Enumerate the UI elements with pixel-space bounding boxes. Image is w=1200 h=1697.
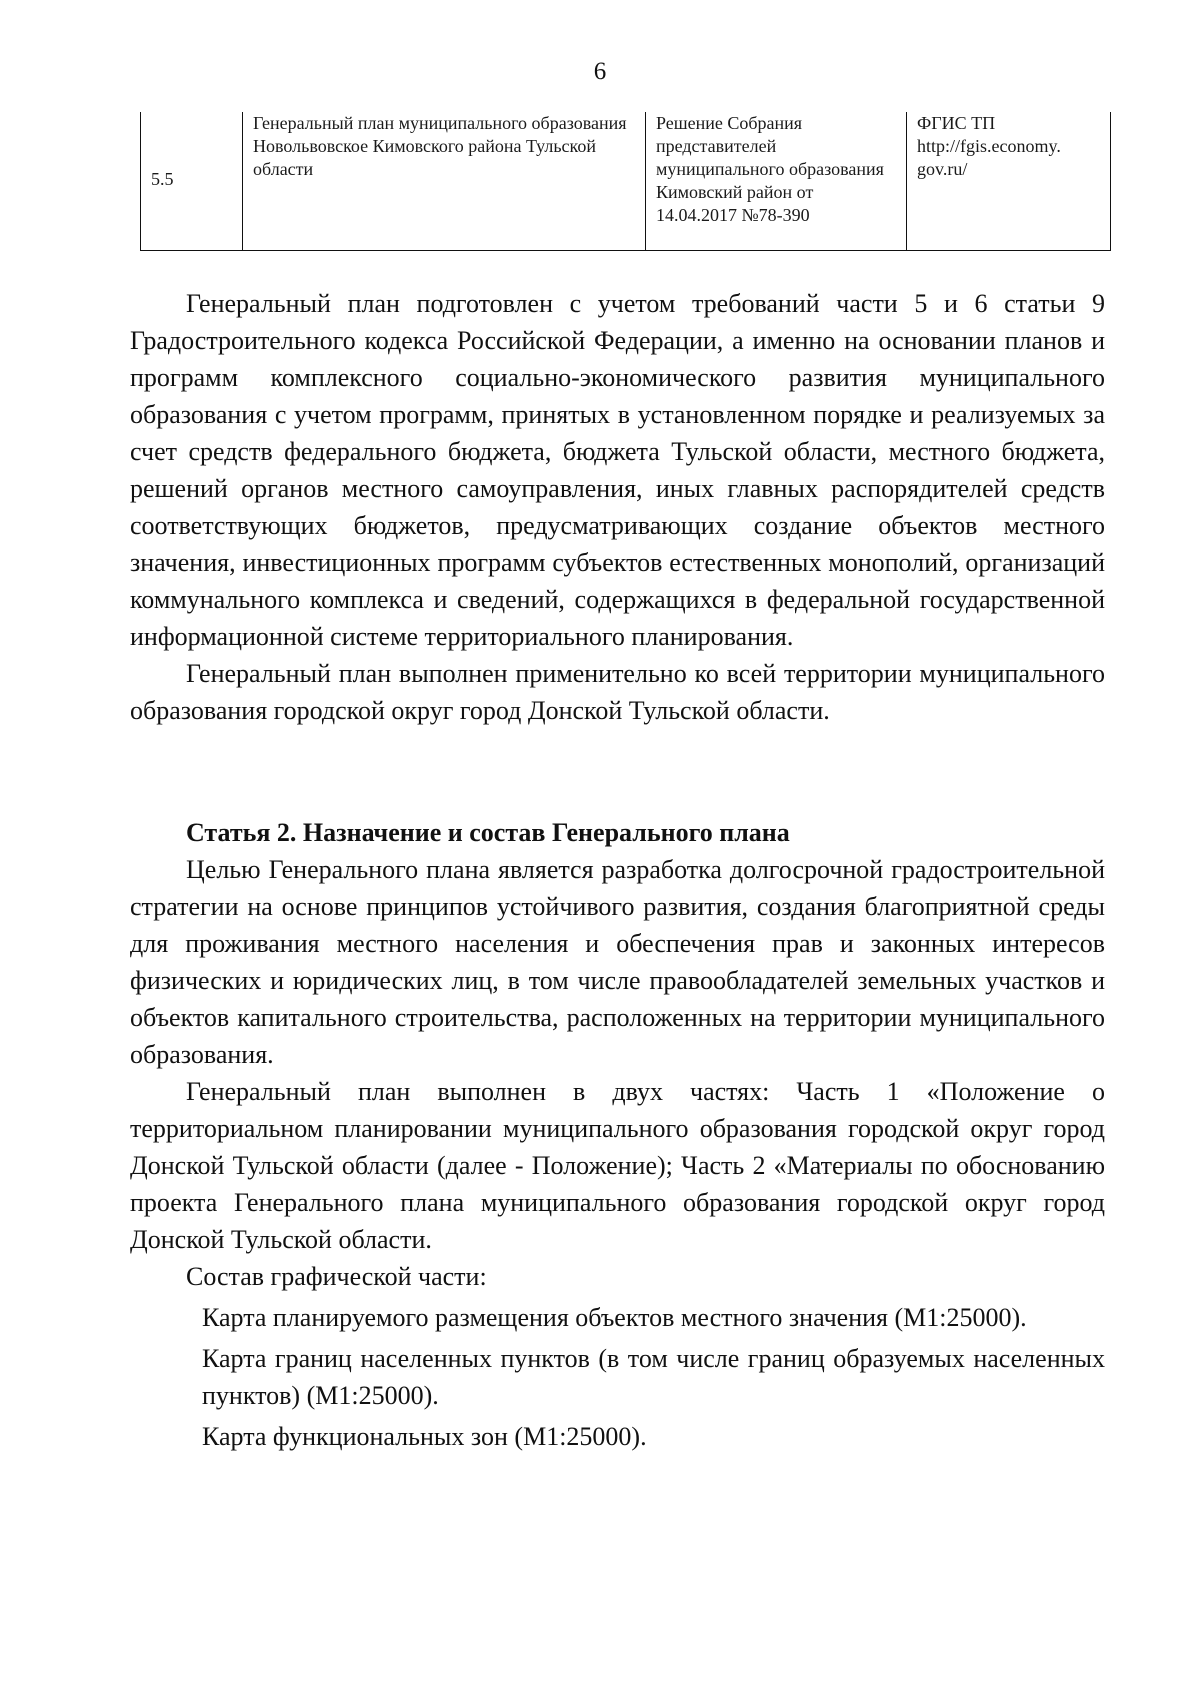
paragraph: Генеральный план выполнен в двух частях: Часть 1 «Положение о территориальном планировании муниципального образования городской округ город Донской Тульской области (далее - Положение); Часть 2 «Материалы по обоснованию проекта Генерального плана муниципального образования городской округ город Донской Тульской области. bbox=[130, 1077, 1105, 1254]
list-item: Карта планируемого размещения объектов местного значения (М1:25000). bbox=[202, 1303, 1027, 1332]
paragraph: Генеральный план подготовлен с учетом требований части 5 и 6 статьи 9 Градостроительного кодекса Российской Федерации, а именно на основании планов и программ комплексного социально-экономического развития муниципального образования с учетом программ, принятых в установленном порядке и реализуемых за счет средств федерального бюджета, бюджета Тульской области, местного бюджета, решений органов местного самоуправления, иных главных распорядителей средств соответствующих бюджетов, предусматривающих создание объектов местного значения, инвестиционных программ субъектов естественных монополий, организаций коммунального комплекса и сведений, содержащихся в федеральной государственной информационной системе территориального планирования. bbox=[130, 289, 1105, 651]
article-heading: Статья 2. Назначение и состав Генерального плана bbox=[186, 818, 790, 847]
paragraph: Целью Генерального плана является разработка долгосрочной градостроительной стратегии на основе принципов устойчивого развития, создания благоприятной среды для проживания местного населения и обеспечения прав и законных интересов физических и юридических лиц, в том числе правообладателей земельных участков и объектов капитального строительства, расположенных на территории муниципального образования. bbox=[130, 855, 1105, 1069]
map-list bbox=[130, 1299, 1105, 1455]
source-cell: ФГИС ТП http://fgis.economy. gov.ru/ bbox=[907, 112, 1111, 250]
row-number-cell: 5.5 bbox=[141, 112, 243, 250]
list-item: Карта границ населенных пунктов (в том числе границ образуемых населенных пунктов) (М1:25000). bbox=[202, 1344, 1105, 1410]
document-name-cell: Генеральный план муниципального образования Новольвовское Кимовского района Тульской области bbox=[243, 112, 646, 250]
decision-cell: Решение Собрания представителей муниципального образования Кимовский район от 14.04.2017 №78-390 bbox=[646, 112, 907, 250]
list-item: Карта функциональных зон (М1:25000). bbox=[202, 1422, 647, 1451]
table-row bbox=[141, 112, 1111, 250]
paragraph: Генеральный план выполнен применительно ко всей территории муниципального образования городской округ город Донской Тульской области. bbox=[130, 659, 1105, 725]
document-table bbox=[140, 112, 1111, 251]
paragraph: Состав графической части: bbox=[186, 1262, 487, 1291]
section-intro bbox=[130, 285, 1105, 729]
page-number: 6 bbox=[593, 58, 607, 85]
article-2 bbox=[130, 814, 1105, 1455]
